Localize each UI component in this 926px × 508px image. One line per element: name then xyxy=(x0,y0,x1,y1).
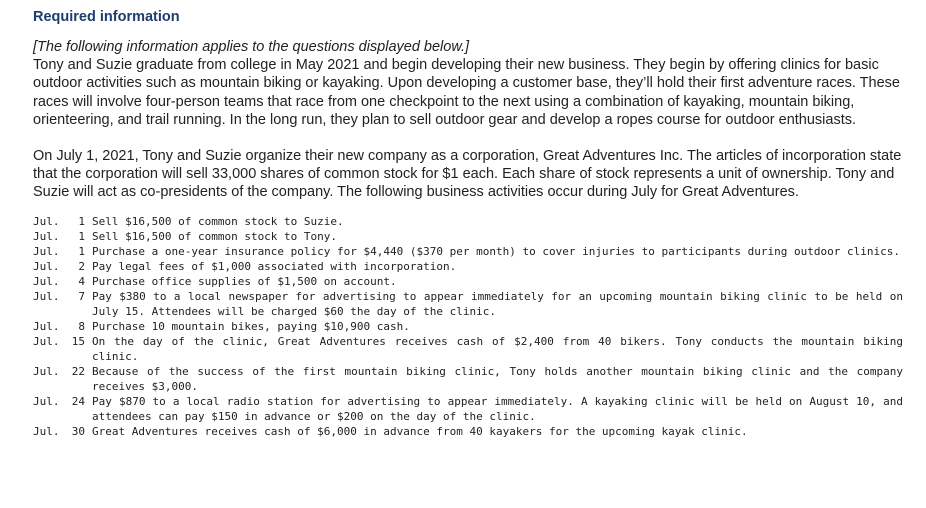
activity-row xyxy=(33,244,903,259)
activity-row xyxy=(33,289,903,319)
activity-description: Purchase 10 mountain bikes, paying $10,900 cash. xyxy=(92,319,410,333)
activity-row xyxy=(33,319,903,334)
activity-description: Purchase office supplies of $1,500 on account. xyxy=(92,274,397,288)
activity-month: Jul. xyxy=(33,229,60,243)
activity-description: Great Adventures receives cash of $6,000 in advance from 40 kayakers for the upcoming kayak clinic. xyxy=(92,424,748,438)
instruction-note: [The following information applies to the questions displayed below.] xyxy=(33,39,470,55)
activity-day: 4 xyxy=(78,274,85,288)
activity-month: Jul. xyxy=(33,244,60,258)
activity-row xyxy=(33,214,903,229)
activity-month: Jul. xyxy=(33,334,60,348)
activity-day: 2 xyxy=(78,259,85,273)
activity-row xyxy=(33,274,903,289)
activity-month: Jul. xyxy=(33,319,60,333)
activity-month: Jul. xyxy=(33,394,60,408)
activity-month: Jul. xyxy=(33,424,60,438)
company-paragraph: On July 1, 2021, Tony and Suzie organize their new company as a corporation, Great Adventures Inc. The articles of incorporation state that the corporation will sell 33,000 shares of common stock for $1 each. Each share of stock represents a unit of ownership. Tony and Suzie will act as co-presidents of the company. The following business activities occur during July for Great Adventures. xyxy=(33,148,902,201)
activity-day: 1 xyxy=(78,229,85,243)
activity-row xyxy=(33,229,903,244)
activity-row xyxy=(33,424,903,439)
activity-month: Jul. xyxy=(33,364,60,378)
activity-description: Pay $870 to a local radio station for advertising to appear immediately. A kayaking clinic will be held on August 10, and attendees can pay $150 in advance or $200 on the day of the clinic. xyxy=(92,394,903,423)
activity-month: Jul. xyxy=(33,289,60,303)
business-activities-list xyxy=(33,214,903,439)
activity-day: 1 xyxy=(78,244,85,258)
activity-day: 15 xyxy=(71,334,85,348)
activity-month: Jul. xyxy=(33,259,60,273)
section-heading: Required information xyxy=(33,9,180,25)
activity-day: 24 xyxy=(71,394,85,408)
activity-row xyxy=(33,394,903,424)
activity-description: On the day of the clinic, Great Adventures receives cash of $2,400 from 40 bikers. Tony conducts the mountain biking clinic. xyxy=(92,334,903,363)
activity-description: Sell $16,500 of common stock to Tony. xyxy=(92,229,338,243)
activity-description: Pay $380 to a local newspaper for advertising to appear immediately for an upcoming mountain biking clinic to be held on July 15. Attendees will be charged $60 the day of the clinic. xyxy=(92,289,903,318)
activity-month: Jul. xyxy=(33,274,60,288)
activity-row xyxy=(33,334,903,364)
activity-description: Pay legal fees of $1,000 associated with incorporation. xyxy=(92,259,457,273)
intro-text: Tony and Suzie graduate from college in May 2021 and begin developing their new business. They begin by offering clinics for basic outdoor activities such as mountain biking or kayaking. Upon developing a customer base, they’ll hold their first adventure races. These races will involve four-person teams that race from one checkpoint to the next using a combination of kayaking, mountain biking, orienteering, and trail running. In the long run, they plan to sell outdoor gear and develop a ropes course for outdoor enthusiasts. xyxy=(33,57,900,128)
activity-day: 8 xyxy=(78,319,85,333)
required-information-panel xyxy=(33,8,903,439)
activity-description: Sell $16,500 of common stock to Suzie. xyxy=(92,214,344,228)
activity-day: 30 xyxy=(71,424,85,438)
activity-row xyxy=(33,259,903,274)
activity-description: Purchase a one-year insurance policy for $4,440 ($370 per month) to cover injuries to participants during outdoor clinics. xyxy=(92,244,900,258)
activity-day: 1 xyxy=(78,214,85,228)
activity-row xyxy=(33,364,903,394)
activity-month: Jul. xyxy=(33,214,60,228)
activity-day: 22 xyxy=(71,364,85,378)
intro-paragraph xyxy=(33,38,903,129)
activity-day: 7 xyxy=(78,289,85,303)
activity-description: Because of the success of the first mountain biking clinic, Tony holds another mountain biking clinic and the company receives $3,000. xyxy=(92,364,903,393)
